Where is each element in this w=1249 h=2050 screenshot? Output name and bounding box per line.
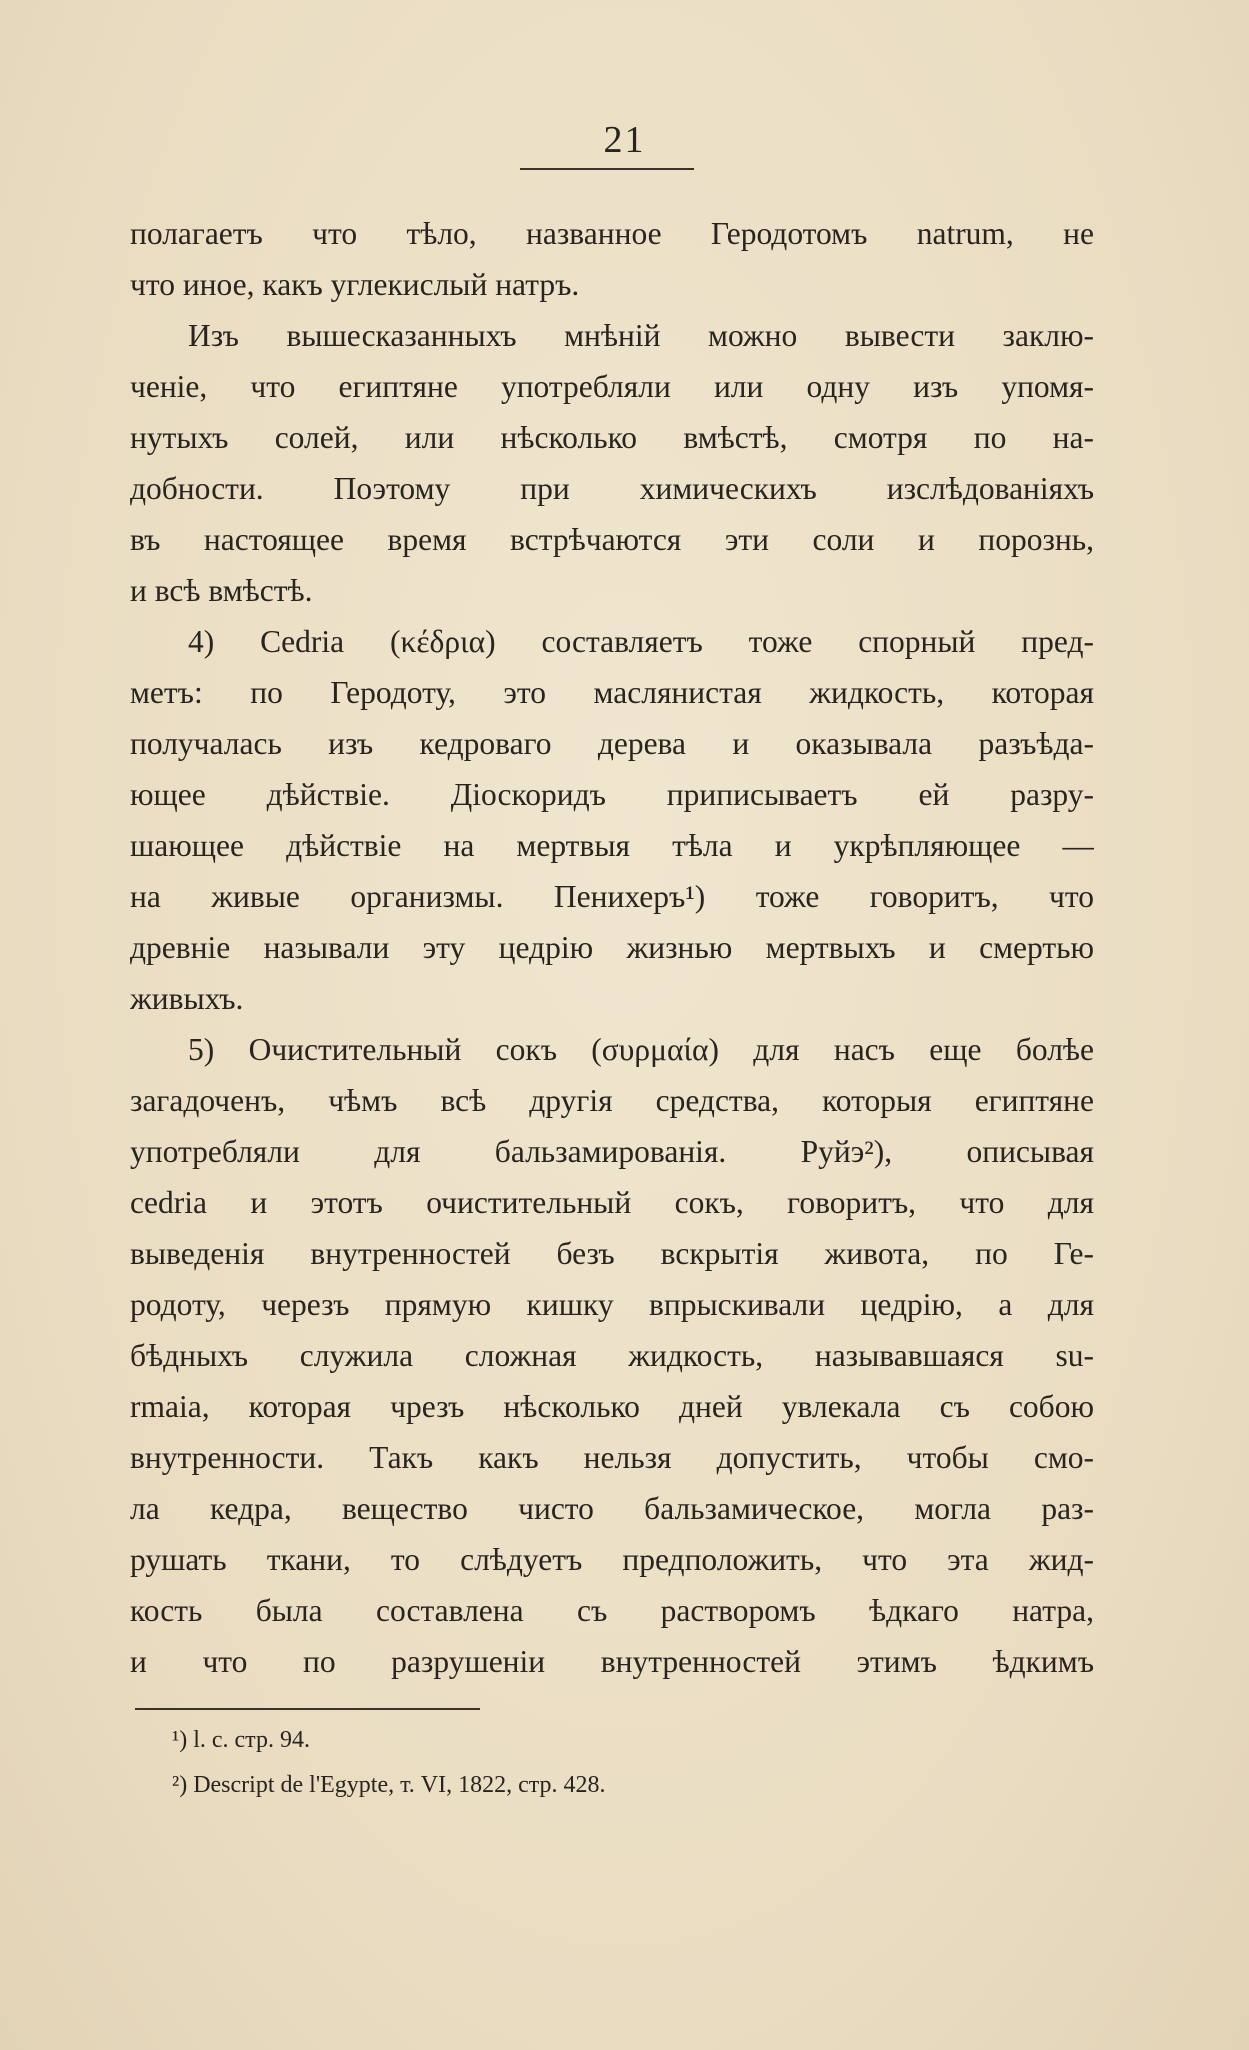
text-line: cedria и этотъ очистительный сокъ, говоритъ, что для [130, 1185, 1094, 1220]
footnote: ¹) l. c. стр. 94. [172, 1727, 310, 1753]
text-line: загадоченъ, чѣмъ всѣ другія средства, которыя египтяне [130, 1083, 1094, 1118]
text-line: ла кедра, вещество чисто бальзамическое, могла раз- [130, 1491, 1094, 1526]
header-rule [520, 168, 694, 170]
footnotes [172, 1718, 1072, 1808]
text-line: живыхъ. [130, 981, 244, 1016]
text-line: выведенія внутренностей безъ вскрытія живота, по Ге- [130, 1236, 1094, 1271]
text-line: древніе называли эту цедрію жизнью мертвыхъ и смертью [130, 930, 1094, 965]
text-line: метъ: по Геродоту, это маслянистая жидкость, которая [130, 675, 1094, 710]
body-text [130, 208, 1094, 1687]
text-line: Изъ вышесказанныхъ мнѣній можно вывести заклю- [188, 318, 1094, 353]
text-line: рушать ткани, то слѣдуетъ предположить, что эта жид- [130, 1542, 1094, 1577]
text-line: нутыхъ солей, или нѣсколько вмѣстѣ, смотря по на- [130, 420, 1094, 455]
text-line: бѣдныхъ служила сложная жидкость, называвшаяся su- [130, 1338, 1094, 1373]
text-line: rmaia, которая чрезъ нѣсколько дней увлекала съ собою [130, 1389, 1094, 1424]
text-line: и всѣ вмѣстѣ. [130, 573, 313, 608]
text-line: шающее дѣйствіе на мертвыя тѣла и укрѣпляющее — [130, 828, 1094, 863]
text-line: получалась изъ кедроваго дерева и оказывала разъѣда- [130, 726, 1094, 761]
text-line: употребляли для бальзамированія. Руйэ²), описывая [130, 1134, 1094, 1169]
text-line: что иное, какъ углекислый натръ. [130, 267, 580, 302]
text-line: 5) Очистительный сокъ (συρμαία) для насъ еще болѣе [188, 1032, 1094, 1067]
text-line: въ настоящее время встрѣчаются эти соли и порознь, [130, 522, 1094, 557]
text-line: на живые организмы. Пенихеръ¹) тоже говоритъ, что [130, 879, 1094, 914]
footnote: ²) Descript de l'Egypte, т. VI, 1822, стр. 428. [172, 1772, 606, 1798]
text-line: 4) Cedria (κέδρια) составляетъ тоже спорный пред- [188, 624, 1094, 659]
text-line: и что по разрушеніи внутренностей этимъ ѣдкимъ [130, 1644, 1094, 1679]
text-line: внутренности. Такъ какъ нельзя допустить, чтобы смо- [130, 1440, 1094, 1475]
text-line: ющее дѣйствіе. Діоскоридъ приписываетъ ей разру- [130, 777, 1094, 812]
text-line: добности. Поэтому при химическихъ изслѣдованіяхъ [130, 471, 1094, 506]
page-number: 21 [603, 119, 646, 161]
footnote-rule [135, 1708, 480, 1710]
text-line: полагаетъ что тѣло, названное Геродотомъ natrum, не [130, 216, 1094, 251]
text-line: родоту, черезъ прямую кишку впрыскивали цедрію, а для [130, 1287, 1094, 1322]
text-line: кость была составлена съ растворомъ ѣдкаго натра, [130, 1593, 1094, 1628]
text-line: ченіе, что египтяне употребляли или одну изъ упомя- [130, 369, 1094, 404]
